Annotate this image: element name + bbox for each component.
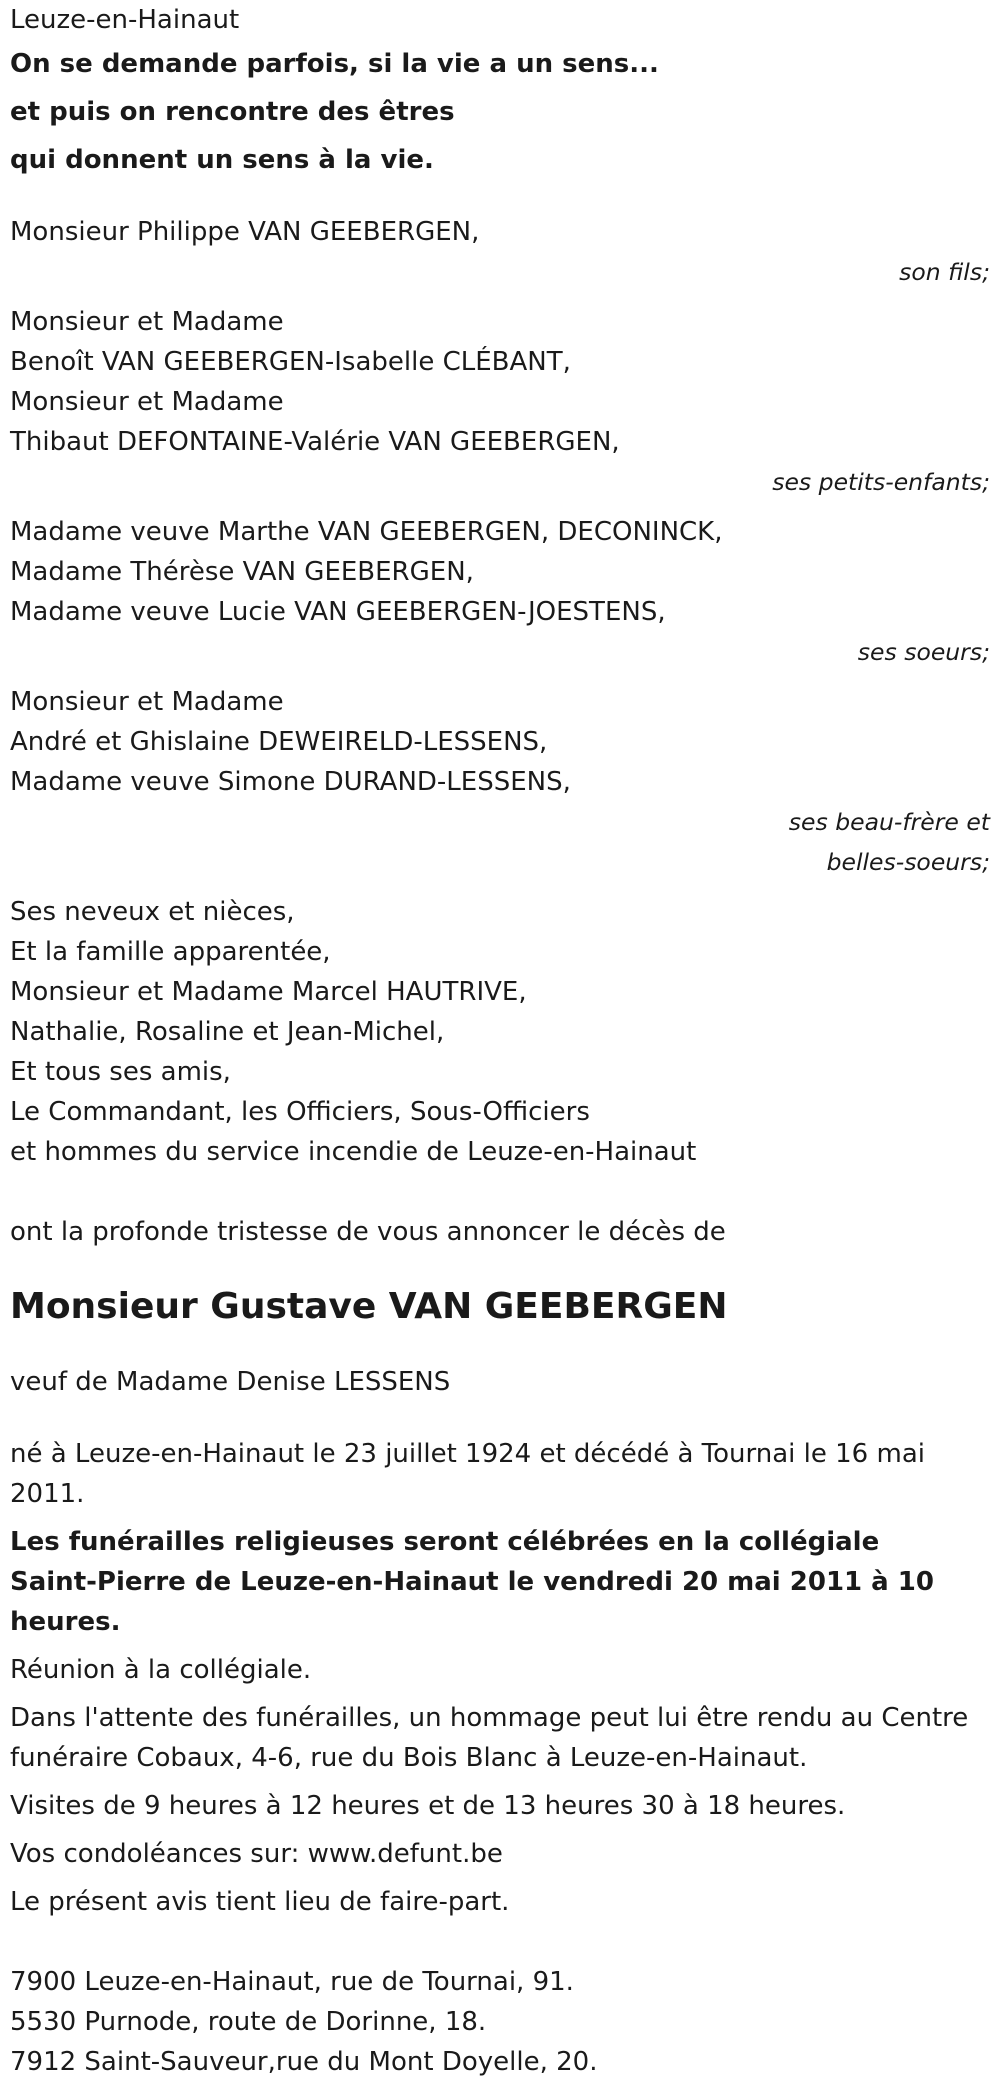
quote-line-2: et puis on rencontre des êtres: [10, 97, 455, 127]
family-name: Benoît VAN GEEBERGEN-Isabelle CLÉBANT,: [10, 347, 571, 377]
family-name: Madame veuve Lucie VAN GEEBERGEN-JOESTENS,: [10, 597, 666, 627]
family-name: Madame Thérèse VAN GEEBERGEN,: [10, 557, 474, 587]
mourner-line: Et la famille apparentée,: [10, 937, 331, 967]
quote-line-3: qui donnent un sens à la vie.: [10, 145, 434, 175]
family-name: Monsieur Philippe VAN GEEBERGEN,: [10, 217, 480, 247]
widower-line: veuf de Madame Denise LESSENS: [10, 1367, 451, 1397]
visiting-hours: Visites de 9 heures à 12 heures et de 13 heures 30 à 18 heures.: [10, 1791, 846, 1821]
family-group-grandchildren: [10, 302, 990, 502]
other-mourners: [10, 892, 990, 1172]
address-line: 7912 Saint-Sauveur,rue du Mont Doyelle, 20.: [10, 2047, 598, 2077]
mourner-line: Monsieur et Madame Marcel HAUTRIVE,: [10, 977, 527, 1007]
relation-label: ses petits-enfants;: [772, 468, 990, 496]
address-line: 7900 Leuze-en-Hainaut, rue de Tournai, 91.: [10, 1967, 574, 1997]
family-name: Madame veuve Simone DURAND-LESSENS,: [10, 767, 571, 797]
family-name: André et Ghislaine DEWEIRELD-LESSENS,: [10, 727, 548, 757]
family-name: Monsieur et Madame: [10, 687, 284, 717]
reunion-line: Réunion à la collégiale.: [10, 1655, 312, 1685]
mourner-line: Et tous ses amis,: [10, 1057, 231, 1087]
address-list: [10, 1962, 990, 2082]
relation-label: ses soeurs;: [857, 638, 990, 666]
family-group-sisters: [10, 512, 990, 672]
family-name: Madame veuve Marthe VAN GEEBERGEN, DECONINCK,: [10, 517, 723, 547]
family-group-son: [10, 212, 990, 292]
homage-details: Dans l'attente des funérailles, un hommage peut lui être rendu au Centre funéraire Cobaux, 4-6, rue du Bois Blanc à Leuze-en-Hainaut.: [10, 1703, 969, 1773]
notice-line: Le présent avis tient lieu de faire-part.: [10, 1887, 510, 1917]
mourner-line: Nathalie, Rosaline et Jean-Michel,: [10, 1017, 445, 1047]
family-name: Monsieur et Madame: [10, 387, 284, 417]
address-line: 5530 Purnode, route de Dorinne, 18.: [10, 2007, 487, 2037]
mourner-line: Le Commandant, les Officiers, Sous-Officiers: [10, 1097, 590, 1127]
condolences-line: Vos condoléances sur: www.defunt.be: [10, 1839, 503, 1869]
deceased-name: Monsieur Gustave VAN GEEBERGEN: [10, 1286, 728, 1327]
birth-death: né à Leuze-en-Hainaut le 23 juillet 1924 et décédé à Tournai le 16 mai 2011.: [10, 1439, 925, 1509]
family-name: Thibaut DEFONTAINE-Valérie VAN GEEBERGEN,: [10, 427, 620, 457]
relation-label: belles-soeurs;: [826, 848, 990, 876]
relation-label: son fils;: [899, 258, 990, 286]
family-group-in-laws: [10, 682, 990, 882]
mourner-line: Ses neveux et nièces,: [10, 897, 295, 927]
announcement: ont la profonde tristesse de vous annoncer le décès de: [10, 1217, 726, 1247]
family-name: Monsieur et Madame: [10, 307, 284, 337]
funeral-details: Les funérailles religieuses seront célébrées en la collégiale Saint-Pierre de Leuze-en-Hainaut le vendredi 20 mai 2011 à 10 heures.: [10, 1527, 934, 1637]
mourner-line: et hommes du service incendie de Leuze-en-Hainaut: [10, 1137, 697, 1167]
quote-line-1: On se demande parfois, si la vie a un sens...: [10, 49, 659, 79]
place-heading: Leuze-en-Hainaut: [10, 5, 240, 35]
relation-label: ses beau-frère et: [788, 808, 990, 836]
